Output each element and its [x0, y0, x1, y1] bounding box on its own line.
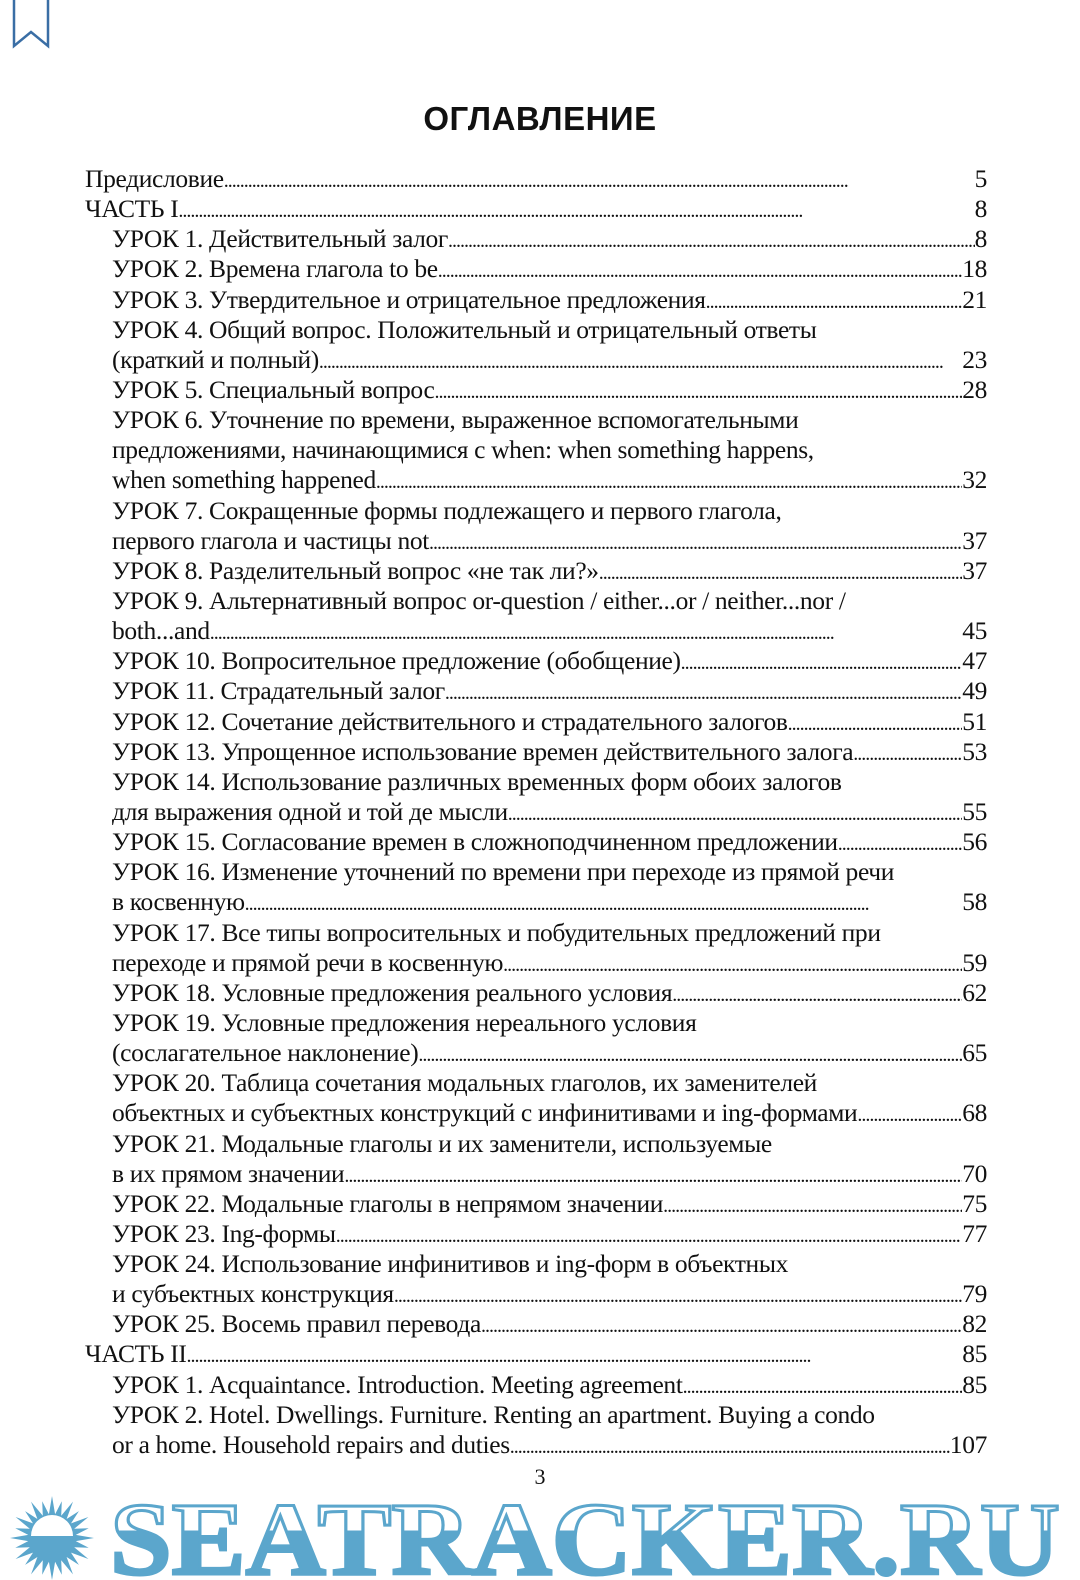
- toc-entry[interactable]: [85, 1370, 987, 1400]
- toc-page-number: 58: [962, 887, 987, 917]
- dot-leader: [434, 375, 962, 405]
- toc-line: [85, 616, 987, 646]
- toc-entry-title: УРОК 2. Времена глагола to be: [112, 254, 438, 284]
- toc-section[interactable]: [85, 194, 987, 224]
- toc-entry-title: УРОК 25. Восемь правил перевода: [112, 1309, 481, 1339]
- dot-leader: [245, 887, 963, 917]
- dot-leader: [445, 676, 962, 706]
- toc-entry-title: предложениями, начинающимися с when: when something happens,: [112, 435, 814, 465]
- toc-page-number: 32: [962, 465, 987, 495]
- toc-page-number: 55: [962, 796, 987, 826]
- dot-leader: [336, 1219, 963, 1249]
- toc-entry-title: объектных и субъектных конструкций с инфинитивами и ing-формами: [112, 1098, 858, 1128]
- dot-leader: [481, 1309, 962, 1339]
- toc-entry-title: переходе и прямой речи в косвенную: [112, 947, 504, 977]
- dot-leader: [344, 1159, 962, 1189]
- toc-line: [85, 1189, 987, 1219]
- toc-entry-title: УРОК 23. Ing-формы: [112, 1218, 336, 1248]
- toc-entry-title: УРОК 13. Упрощенное использование времен действительного залога: [112, 736, 854, 766]
- dot-leader: [683, 1370, 963, 1400]
- toc-page-number: 8: [974, 194, 987, 224]
- toc-entry-title: и субъектных конструкция: [112, 1279, 394, 1309]
- dot-leader: [503, 948, 962, 978]
- toc-entry[interactable]: [85, 676, 987, 706]
- toc-entry-title: УРОК 14. Использование различных временных форм обоих залогов: [112, 766, 842, 796]
- toc-page-number: 45: [962, 616, 987, 646]
- dot-leader: [187, 1339, 963, 1369]
- toc-entry-title: УРОК 20. Таблица сочетания модальных глаголов, их заменителей: [112, 1068, 817, 1098]
- toc-section[interactable]: [85, 1339, 987, 1369]
- dot-leader: [418, 1038, 962, 1068]
- toc-entry-title: when something happened: [112, 465, 376, 495]
- toc-entry[interactable]: [85, 375, 987, 405]
- dot-leader: [838, 827, 963, 857]
- toc-line: [85, 918, 987, 948]
- toc-page-number: 65: [962, 1038, 987, 1068]
- toc-entry-title: для выражения одной и той де мысли: [112, 796, 508, 826]
- toc-line: [85, 857, 987, 887]
- toc-line: [85, 1038, 987, 1068]
- toc-entry-title: ЧАСТЬ I: [85, 194, 179, 224]
- toc-page-number: 85: [962, 1339, 987, 1369]
- toc-line: [85, 1159, 987, 1189]
- toc-page-number: 82: [962, 1309, 987, 1339]
- toc-page-number: 37: [962, 555, 987, 585]
- dot-leader: [224, 164, 975, 194]
- toc-entry[interactable]: [85, 224, 987, 254]
- toc-entry[interactable]: [85, 586, 987, 646]
- toc-entry[interactable]: [85, 1068, 987, 1128]
- toc-entry-title: Предисловие: [85, 164, 224, 193]
- toc-line: [85, 887, 987, 917]
- toc-page-number: 49: [962, 676, 987, 706]
- toc-entry[interactable]: [85, 405, 987, 495]
- dot-leader: [448, 224, 975, 254]
- dot-leader: [663, 1189, 962, 1219]
- toc-line: [85, 375, 987, 405]
- dot-leader: [319, 345, 962, 375]
- toc-entry[interactable]: [85, 857, 987, 917]
- toc-page-number: 28: [962, 374, 987, 404]
- toc-line: [85, 586, 987, 616]
- toc-entry[interactable]: [85, 1400, 987, 1460]
- toc-entry-title: УРОК 24. Использование инфинитивов и ing-форм в объектных: [112, 1249, 789, 1279]
- toc-entry-title: УРОК 1. Действительный залог: [112, 224, 449, 254]
- toc-entry-title: УРОК 18. Условные предложения реального условия: [112, 977, 673, 1007]
- toc-line: [85, 1098, 987, 1128]
- toc-line: [85, 1400, 987, 1430]
- toc-entry-title: (сослагательное наклонение): [112, 1038, 419, 1068]
- toc-entry[interactable]: [85, 1249, 987, 1309]
- toc-line: [85, 948, 987, 978]
- toc-entry-title: УРОК 2. Hotel. Dwellings. Furniture. Renting an apartment. Buying a condo: [112, 1399, 875, 1429]
- toc-entry-title: в их прямом значении: [112, 1158, 345, 1188]
- toc-page-number: 37: [962, 525, 987, 555]
- toc-entry-title: в косвенную: [112, 887, 245, 917]
- toc-line: [85, 737, 987, 767]
- table-of-contents: [85, 164, 987, 1460]
- toc-entry-title: УРОК 19. Условные предложения нереального условия: [112, 1007, 697, 1037]
- toc-line: [85, 1219, 987, 1249]
- toc-entry-title: УРОК 17. Все типы вопросительных и побудительных предложений при: [112, 917, 881, 947]
- toc-entry-title: both...and: [112, 616, 210, 646]
- toc-line: [85, 827, 987, 857]
- toc-entry[interactable]: [85, 737, 987, 767]
- toc-line: [85, 1249, 987, 1279]
- toc-entry-title: УРОК 12. Сочетание действительного и страдательного залогов: [112, 706, 788, 736]
- toc-line: [85, 1279, 987, 1309]
- toc-entry-title: or a home. Household repairs and duties: [112, 1429, 510, 1459]
- dot-leader: [394, 1279, 962, 1309]
- toc-entry-title: УРОК 8. Разделительный вопрос «не так ли?»: [112, 555, 599, 585]
- toc-page-number: 75: [962, 1188, 987, 1218]
- toc-entry-title: УРОК 10. Вопросительное предложение (обобщение): [112, 646, 681, 676]
- toc-section[interactable]: [85, 164, 987, 194]
- toc-entry[interactable]: [85, 1189, 987, 1219]
- toc-entry[interactable]: [85, 646, 987, 676]
- toc-entry-title: УРОК 9. Альтернативный вопрос or-question / either...or / neither...nor /: [112, 585, 846, 615]
- toc-entry-title: ЧАСТЬ II: [85, 1339, 187, 1369]
- toc-line: [85, 978, 987, 1008]
- toc-entry-title: УРОК 1. Acquaintance. Introduction. Meeting agreement: [112, 1369, 683, 1399]
- toc-page-number: 79: [962, 1279, 987, 1309]
- watermark: [0, 1494, 1080, 1580]
- toc-page-number: 107: [949, 1429, 987, 1459]
- dot-leader: [681, 646, 963, 676]
- toc-entry-title: УРОК 5. Специальный вопрос: [112, 374, 435, 404]
- toc-page-number: 23: [962, 344, 987, 374]
- dot-leader: [706, 285, 963, 315]
- toc-entry[interactable]: [85, 285, 987, 315]
- toc-line: [85, 435, 987, 465]
- dot-leader: [178, 194, 974, 224]
- page-number: 3: [534, 1464, 546, 1489]
- bookmark-icon[interactable]: [12, 0, 50, 50]
- toc-page-number: 8: [974, 224, 987, 254]
- toc-entry[interactable]: [85, 1008, 987, 1068]
- toc-line: [85, 465, 987, 495]
- toc-line: [85, 767, 987, 797]
- toc-entry[interactable]: [85, 978, 987, 1008]
- toc-page-number: 70: [962, 1158, 987, 1188]
- toc-line: [85, 1339, 987, 1369]
- toc-page-number: 21: [962, 284, 987, 314]
- toc-entry[interactable]: [85, 1219, 987, 1249]
- toc-entry[interactable]: [85, 315, 987, 375]
- toc-page-number: 68: [962, 1098, 987, 1128]
- toc-line: [85, 224, 987, 254]
- toc-entry-title: УРОК 4. Общий вопрос. Положительный и отрицательный ответы: [112, 314, 817, 344]
- dot-leader: [510, 1430, 950, 1460]
- toc-entry[interactable]: [85, 254, 987, 284]
- toc-page-number: 56: [962, 827, 987, 857]
- toc-page-number: 62: [962, 977, 987, 1007]
- dot-leader: [508, 797, 962, 827]
- toc-entry[interactable]: [85, 1129, 987, 1189]
- page-title: ОГЛАВЛЕНИЕ: [423, 100, 657, 137]
- dot-leader: [857, 1098, 962, 1128]
- dot-leader: [438, 254, 962, 284]
- toc-line: [85, 345, 987, 375]
- toc-entry-title: УРОК 7. Сокращенные формы подлежащего и первого глагола,: [112, 495, 782, 525]
- toc-entry-title: УРОК 16. Изменение уточнений по времени при переходе из прямой речи: [112, 857, 895, 887]
- toc-entry[interactable]: [85, 767, 987, 827]
- toc-line: [85, 646, 987, 676]
- toc-entry-title: (краткий и полный): [112, 344, 319, 374]
- toc-entry-title: УРОК 22. Модальные глаголы в непрямом значении: [112, 1188, 664, 1218]
- toc-line: [85, 1430, 987, 1460]
- toc-line: [85, 707, 987, 737]
- toc-line: [85, 676, 987, 706]
- toc-entry[interactable]: [85, 556, 987, 586]
- toc-line: [85, 1129, 987, 1159]
- toc-line: [85, 285, 987, 315]
- toc-entry[interactable]: [85, 827, 987, 857]
- toc-entry[interactable]: [85, 707, 987, 737]
- toc-line: [85, 1309, 987, 1339]
- toc-page-number: 47: [962, 646, 987, 676]
- toc-line: [85, 164, 987, 194]
- toc-entry[interactable]: [85, 918, 987, 978]
- toc-line: [85, 797, 987, 827]
- toc-entry-title: УРОК 3. Утвердительное и отрицательное предложения: [112, 284, 706, 314]
- watermark-text: SEATRACKER.RU: [110, 1494, 1060, 1580]
- toc-line: [85, 496, 987, 526]
- toc-entry-title: УРОК 11. Страдательный залог: [112, 676, 445, 706]
- toc-line: [85, 1068, 987, 1098]
- dot-leader: [599, 556, 962, 586]
- toc-entry[interactable]: [85, 496, 987, 556]
- dot-leader: [376, 465, 962, 495]
- toc-line: [85, 254, 987, 284]
- toc-entry-title: УРОК 21. Модальные глаголы и их заменители, используемые: [112, 1128, 772, 1158]
- toc-line: [85, 556, 987, 586]
- toc-line: [85, 405, 987, 435]
- dot-leader: [672, 978, 962, 1008]
- toc-entry-title: первого глагола и частицы not: [112, 525, 430, 555]
- toc-line: [85, 1008, 987, 1038]
- toc-page-number: 59: [962, 947, 987, 977]
- toc-page-number: 77: [962, 1218, 987, 1248]
- toc-page-number: 51: [962, 706, 987, 736]
- toc-line: [85, 1370, 987, 1400]
- toc-entry-title: УРОК 6. Уточнение по времени, выраженное вспомогательными: [112, 405, 799, 435]
- toc-line: [85, 526, 987, 556]
- toc-page-number: 85: [962, 1369, 987, 1399]
- dot-leader: [788, 707, 963, 737]
- toc-page-number: 18: [962, 254, 987, 284]
- toc-entry[interactable]: [85, 1309, 987, 1339]
- toc-page-number: 5: [974, 164, 987, 193]
- sun-logo-icon: [10, 1496, 94, 1580]
- dot-leader: [429, 526, 962, 556]
- toc-entry-title: УРОК 15. Согласование времен в сложноподчиненном предложении: [112, 827, 838, 857]
- toc-page-number: 53: [962, 736, 987, 766]
- dot-leader: [853, 737, 962, 767]
- toc-line: [85, 315, 987, 345]
- dot-leader: [210, 616, 962, 646]
- toc-line: [85, 194, 987, 224]
